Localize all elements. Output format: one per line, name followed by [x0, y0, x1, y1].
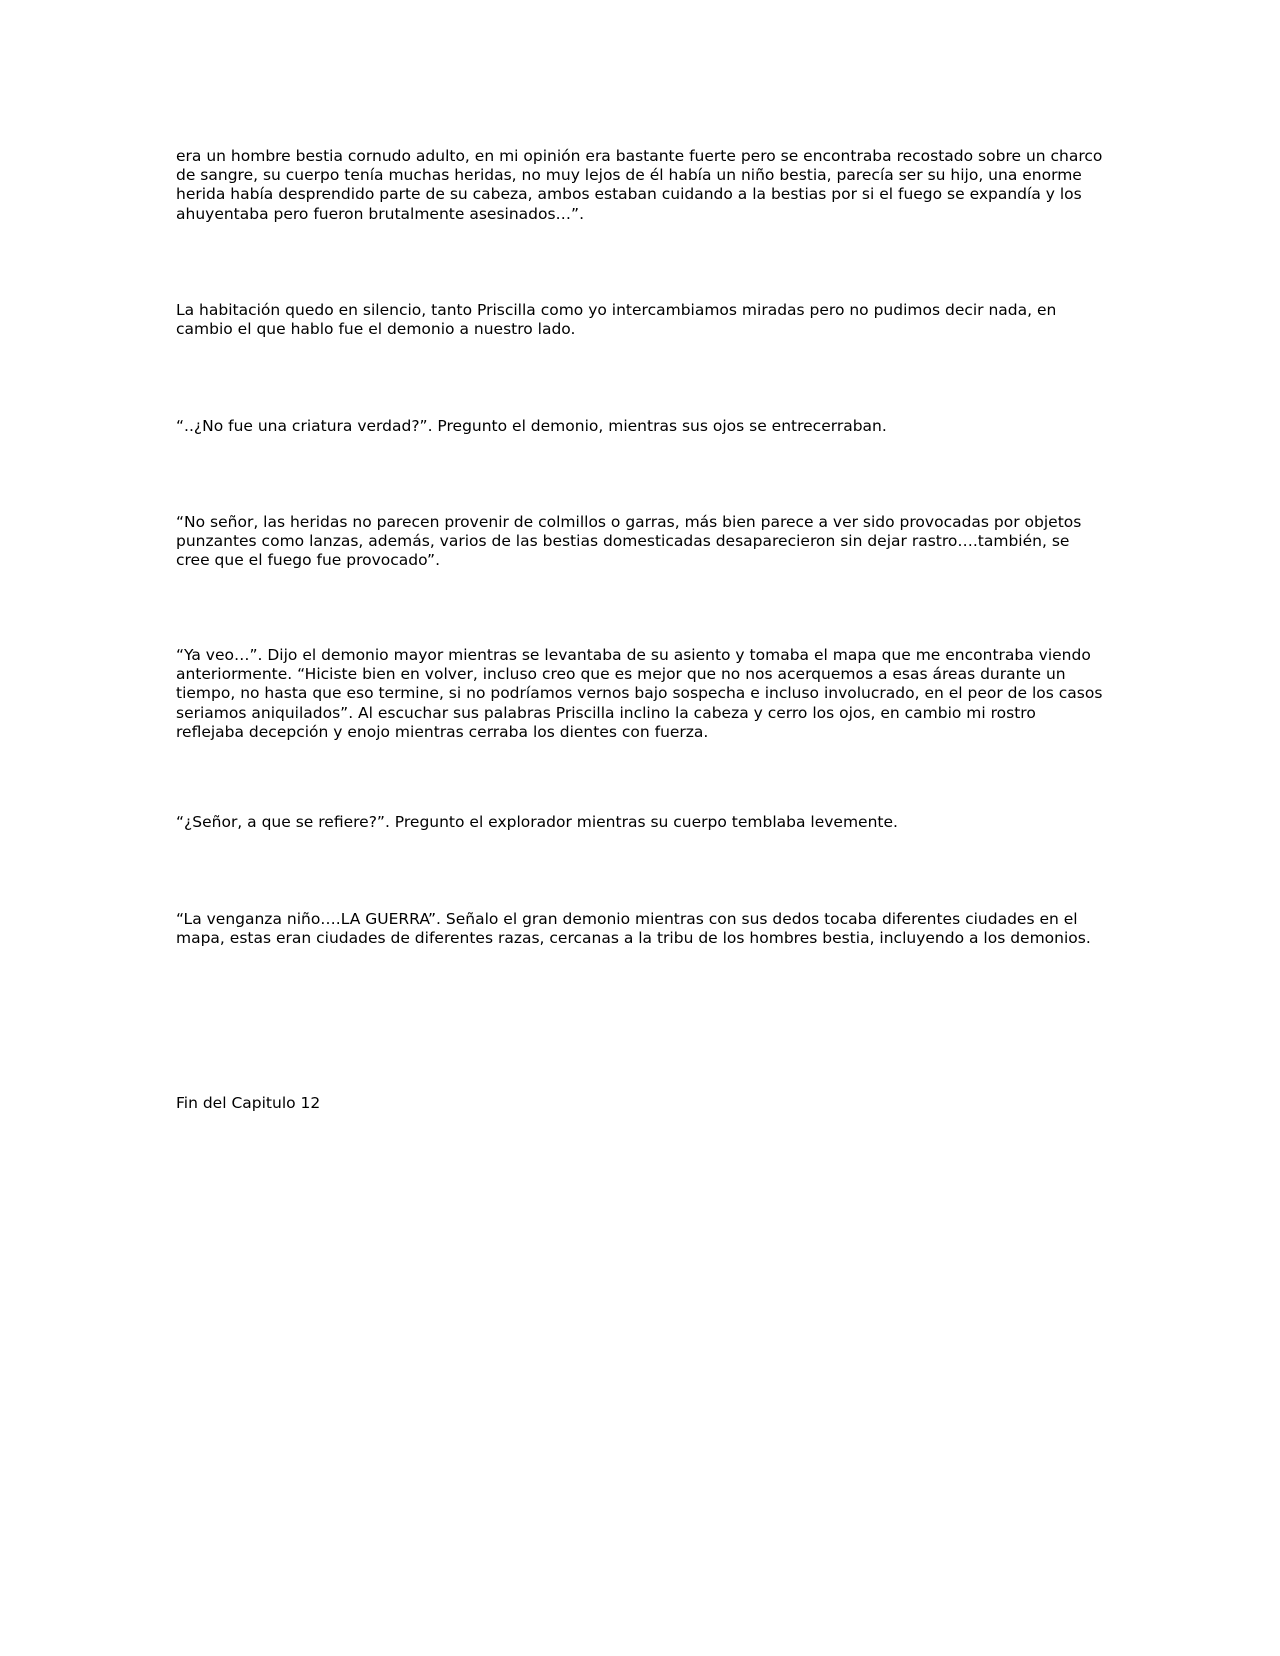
chapter-end-note: Fin del Capitulo 12	[176, 1094, 321, 1112]
paragraph-3: “..¿No fue una criatura verdad?”. Pregunto el demonio, mientras sus ojos se entrecerraban.	[176, 417, 887, 435]
paragraph-1: era un hombre bestia cornudo adulto, en mi opinión era bastante fuerte pero se encontraba recostado sobre un charco de sangre, su cuerpo tenía muchas heridas, no muy lejos de él había un niño bestia, parecía ser su hijo, una enorme herida había desprendido parte de su cabeza, ambos estaban cuidando a la bestias por si el fuego se expandía y los ahuyentaba pero fueron brutalmente asesinados…”.	[176, 147, 1103, 223]
paragraph-4: “No señor, las heridas no parecen provenir de colmillos o garras, más bien parece a ver sido provocadas por objetos punzantes como lanzas, además, varios de las bestias domesticadas desaparecieron sin dejar rastro….también, se cree que el fuego fue provocado”.	[176, 513, 1082, 570]
paragraph-5: “Ya veo…”. Dijo el demonio mayor mientras se levantaba de su asiento y tomaba el mapa que me encontraba viendo anteriormente. “Hiciste bien en volver, incluso creo que es mejor que no nos acerquemos a esas áreas durante un tiempo, no hasta que eso termine, si no podríamos vernos bajo sospecha e incluso involucrado, en el peor de los casos seriamos aniquilados”. Al escuchar sus palabras Priscilla inclino la cabeza y cerro los ojos, en cambio mi rostro reflejaba decepción y enojo mientras cerraba los dientes con fuerza.	[176, 646, 1103, 741]
paragraph-7: “La venganza niño….LA GUERRA”. Señalo el gran demonio mientras con sus dedos tocaba diferentes ciudades en el mapa, estas eran ciudades de diferentes razas, cercanas a la tribu de los hombres bestia, incluyendo a los demonios.	[176, 910, 1091, 948]
paragraph-6: “¿Señor, a que se refiere?”. Pregunto el explorador mientras su cuerpo temblaba levemente.	[176, 813, 898, 831]
paragraph-2: La habitación quedo en silencio, tanto Priscilla como yo intercambiamos miradas pero no pudimos decir nada, en cambio el que hablo fue el demonio a nuestro lado.	[176, 301, 1057, 339]
